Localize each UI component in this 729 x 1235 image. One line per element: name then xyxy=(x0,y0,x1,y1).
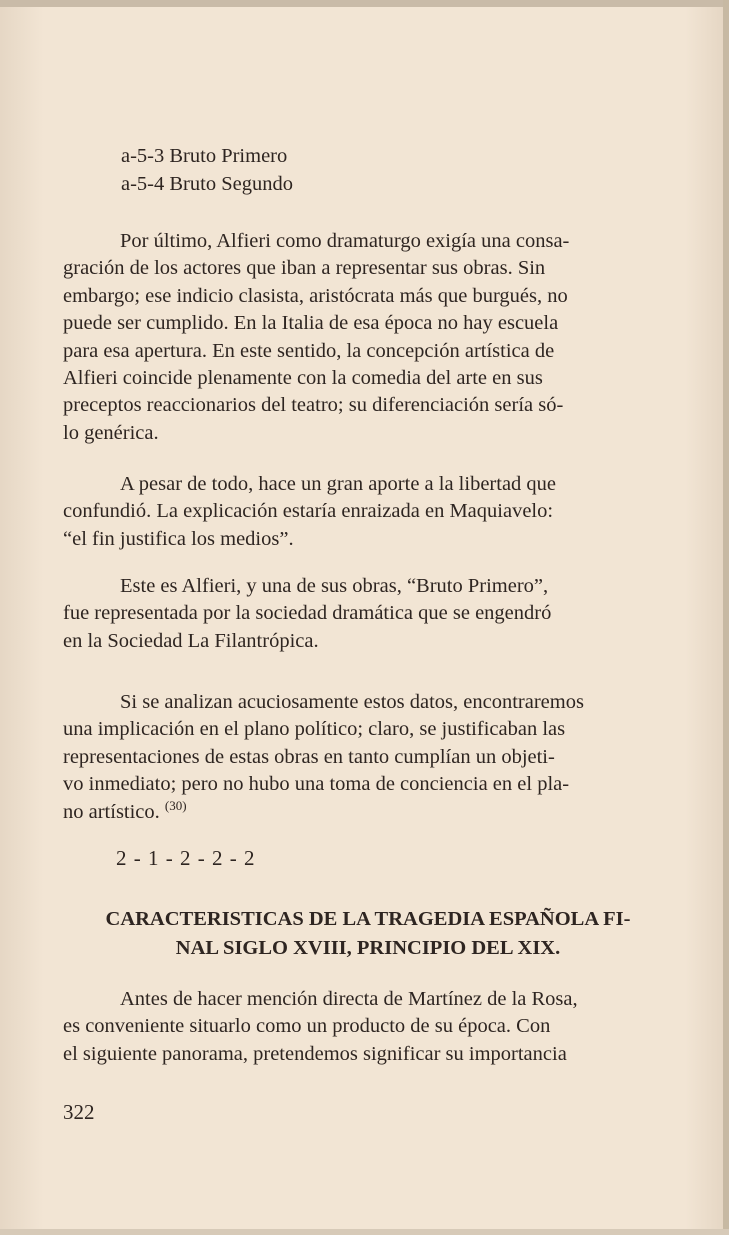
text-line: embargo; ese indicio clasista, aristócrata más que burgués, no xyxy=(63,284,568,307)
footnote-reference: (30) xyxy=(164,797,187,813)
text-line: preceptos reaccionarios del teatro; su diferenciación sería só- xyxy=(63,394,564,417)
text-line: para esa apertura. En este sentido, la concepción artística de xyxy=(63,339,555,362)
heading-line: CARACTERISTICAS DE LA TRAGEDIA ESPAÑOLA FI- xyxy=(105,908,631,930)
section-number: 2 - 1 - 2 - 2 - 2 xyxy=(116,846,256,870)
text-line: fue representada por la sociedad dramática que se engendró xyxy=(63,602,552,625)
text-line: gración de los actores que iban a representar sus obras. Sin xyxy=(63,257,546,280)
paragraph-analisis-datos xyxy=(63,689,673,826)
paragraph-martinez-de-la-rosa xyxy=(63,986,673,1068)
text-line: lo genérica. xyxy=(63,421,159,444)
list-item-bruto-primero: a-5-3 Bruto Primero xyxy=(121,145,288,167)
text-line: puede ser cumplido. En la Italia de esa época no hay escuela xyxy=(63,312,559,335)
text-line: Por último, Alfieri como dramaturgo exigía una consa- xyxy=(120,230,570,252)
paragraph-aporte-libertad xyxy=(63,471,673,553)
text-line: el siguiente panorama, pretendemos significar su importancia xyxy=(63,1042,567,1065)
page-right-edge xyxy=(723,0,729,1235)
list-item-bruto-segundo: a-5-4 Bruto Segundo xyxy=(121,173,293,195)
text-line: confundió. La explicación estaría enraizada en Maquiavelo: xyxy=(63,500,554,523)
text-line: representaciones de estas obras en tanto cumplían un objeti- xyxy=(63,745,555,768)
text-line: Alfieri coincide plenamente con la comedia del arte en sus xyxy=(63,367,543,390)
top-shadow xyxy=(0,0,729,7)
text-line: vo inmediato; pero no hubo una toma de conciencia en el pla- xyxy=(63,773,570,796)
text-line: es conveniente situarlo como un producto de su época. Con xyxy=(63,1015,551,1038)
paragraph-alfieri-consagracion xyxy=(63,228,673,447)
text-line: una implicación en el plano político; claro, se justificaban las xyxy=(63,718,566,741)
text-line xyxy=(63,799,673,826)
page-bottom-edge xyxy=(0,1229,729,1235)
text-line: en la Sociedad La Filantrópica. xyxy=(63,629,319,652)
text-line: Antes de hacer mención directa de Martínez de la Rosa, xyxy=(120,988,578,1010)
heading-line: NAL SIGLO XVIII, PRINCIPIO DEL XIX. xyxy=(175,937,561,959)
paragraph-bruto-primero xyxy=(63,573,673,655)
text-fragment: no artístico. xyxy=(63,800,160,823)
text-line: Este es Alfieri, y una de sus obras, “Bruto Primero”, xyxy=(120,575,549,597)
section-heading xyxy=(63,905,673,963)
text-line: “el fin justifica los medios”. xyxy=(63,527,294,550)
text-line: Si se analizan acuciosamente estos datos, encontraremos xyxy=(120,691,584,713)
page-number: 322 xyxy=(63,1100,95,1124)
text-line: A pesar de todo, hace un gran aporte a la libertad que xyxy=(120,473,557,495)
